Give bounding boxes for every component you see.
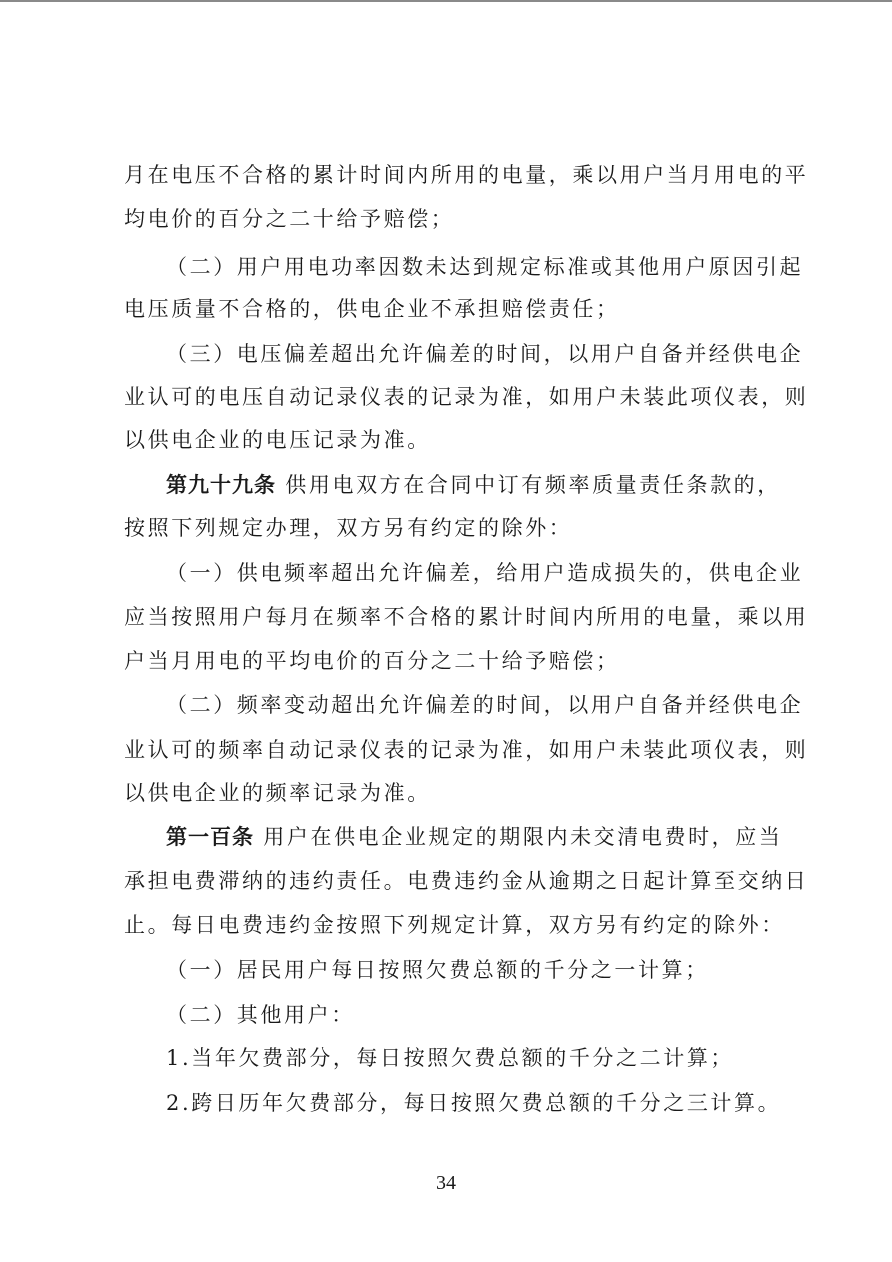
text-line: （三）电压偏差超出允许偏差的时间，以用户自备并经供电企 (166, 342, 804, 366)
text-line: （一）居民用户每日按照欠费总额的千分之一计算； (166, 958, 709, 982)
article-99-heading: 第九十九条 (166, 473, 276, 497)
text-line: 承担电费滞纳的违约责任。电费违约金从逾期之日起计算至交纳日 (124, 869, 809, 893)
text-line: 业认可的频率自动记录仪表的记录为准，如用户未装此项仪表，则 (124, 738, 809, 762)
text-line: （二）用户用电功率因数未达到规定标准或其他用户原因引起 (166, 255, 804, 279)
text-line: 均电价的百分之二十给予赔偿； (124, 207, 455, 231)
text-line: （一）供电频率超出允许偏差，给用户造成损失的，供电企业 (166, 561, 804, 585)
page-number: 34 (436, 1172, 456, 1194)
article-99-text: 供用电双方在合同中订有频率质量责任条款的， (276, 473, 781, 497)
text-line: （二）频率变动超出允许偏差的时间，以用户自备并经供电企 (166, 693, 804, 717)
article-100-text: 用户在供电企业规定的期限内未交清电费时，应当 (254, 825, 783, 849)
text-line: 电压质量不合格的，供电企业不承担赔偿责任； (124, 297, 620, 321)
text-line: 2.跨日历年欠费部分，每日按照欠费总额的千分之三计算。 (166, 1091, 782, 1115)
text-line: 业认可的电压自动记录仪表的记录为准，如用户未装此项仪表，则 (124, 385, 809, 409)
text-line: 应当按照用户每月在频率不合格的累计时间内所用的电量，乘以用 (124, 605, 809, 629)
text-line: 以供电企业的电压记录为准。 (124, 428, 431, 452)
text-line: 月在电压不合格的累计时间内所用的电量，乘以用户当月用电的平 (124, 163, 809, 187)
text-line: 按照下列规定办理，双方另有约定的除外： (124, 516, 573, 540)
article-100-line (166, 822, 786, 852)
text-line: 1.当年欠费部分，每日按照欠费总额的千分之二计算； (166, 1046, 735, 1070)
article-99-line (166, 470, 786, 500)
text-line: （二）其他用户： (166, 1003, 355, 1027)
text-line: 止。每日电费违约金按照下列规定计算，双方另有约定的除外： (124, 913, 785, 937)
text-line: 户当月用电的平均电价的百分之二十给予赔偿； (124, 649, 620, 673)
text-line: 以供电企业的频率记录为准。 (124, 781, 431, 805)
article-100-heading: 第一百条 (166, 825, 254, 849)
